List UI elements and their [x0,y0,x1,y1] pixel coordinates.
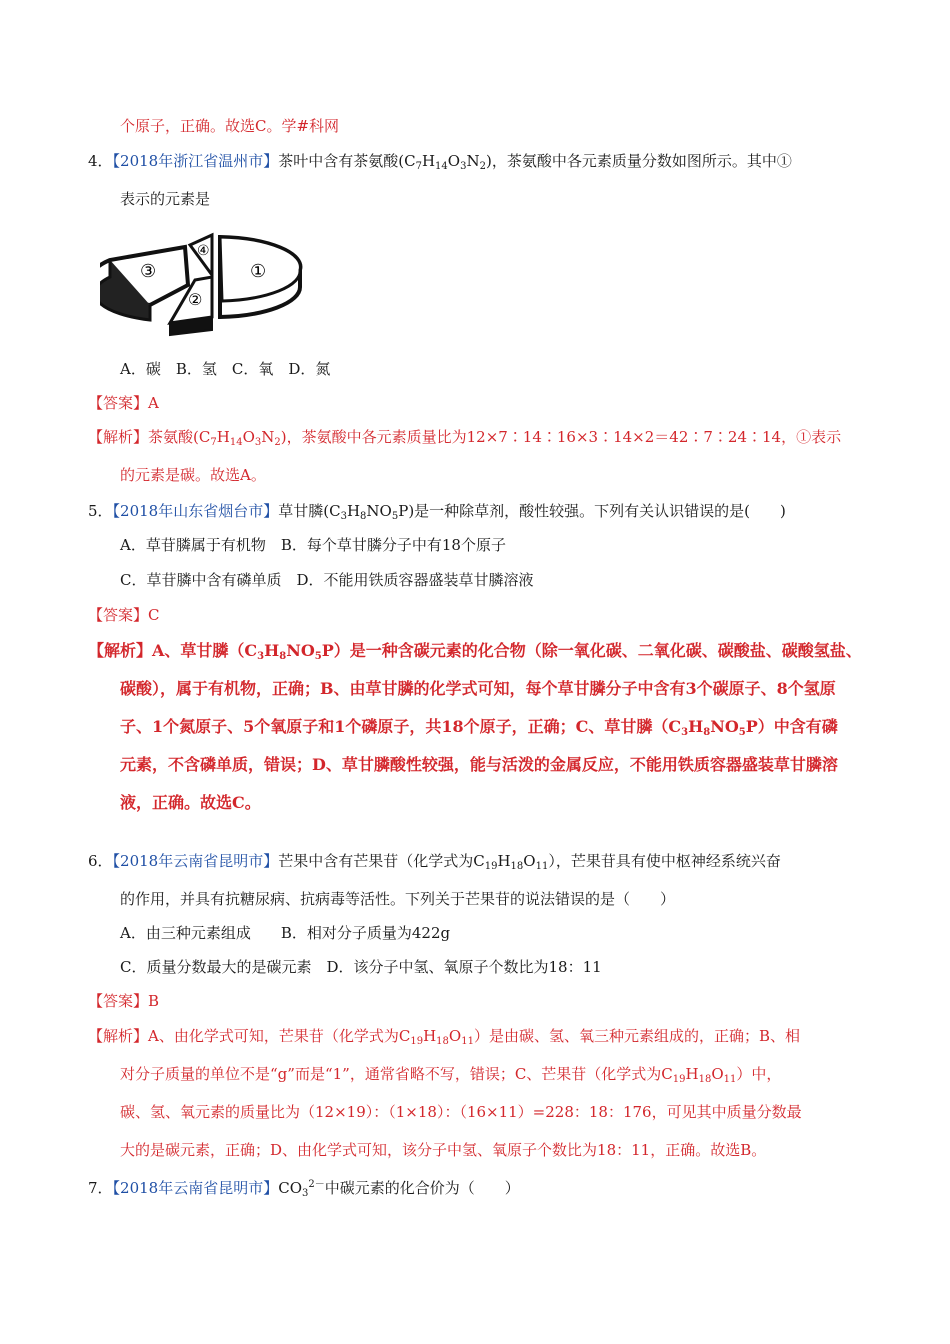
stem-text: H [346,502,361,520]
previous-explanation-tail: 个原子，正确。故选C。学#科网 [120,117,340,135]
source-tag: 【2018年山东省烟台市】 [112,502,279,520]
question-5-explanation-line2: 碳酸），属于有机物，正确；B、由草甘膦的化学式可知，每个草甘膦分子中含有3个碳原子、8个氢原 [120,679,836,698]
answer-label: 【答案】 [88,992,149,1010]
question-5-answer [88,604,160,626]
question-4-stem-line2: 表示的元素是 [120,190,211,208]
pie-label-4: ④ [197,243,210,259]
subscript: 19 [410,1036,424,1047]
stem-text: 芒果中含有芒果苷（化学式为C [278,852,485,870]
subscript: 5 [314,651,322,662]
pie-label-2: ② [188,290,203,309]
answer-label: 【答案】 [88,394,149,412]
explanation-text: H [423,1027,437,1045]
pie-label-3: ③ [140,261,157,282]
stem-text: H [421,152,436,170]
stem-text: CO [278,1179,303,1197]
subscript: 11 [723,1074,737,1085]
subscript: 19 [672,1074,686,1085]
question-5-stem [88,500,786,528]
explanation-text: H [264,641,280,660]
source-tag: 【2018年云南省昆明市】 [112,852,279,870]
stem-text: ），芒果苷具有使中枢神经系统兴奋 [548,852,781,870]
explanation-text: ）是由碳、氢、氧三种元素组成的，正确；B、相 [473,1027,800,1045]
stem-text: H [497,852,511,870]
explanation-text: O [711,1065,724,1083]
question-number: 4． [88,152,113,170]
question-4-explanation [88,426,841,454]
explanation-text: ）中， [736,1065,782,1083]
subscript: 3 [460,161,467,172]
stem-text: )，茶氨酸中各元素质量分数如图所示。其中① [485,152,792,170]
stem-text: NO [366,502,392,520]
explanation-text: NO [710,717,739,736]
subscript: 2 [479,161,486,172]
source-tag: 【2018年云南省昆明市】 [112,1179,279,1197]
question-6-explanation-line2 [120,1063,781,1091]
subscript: 11 [461,1036,474,1047]
question-number: 5． [88,502,113,520]
answer-value: B [148,992,160,1010]
subscript: 2 [274,437,281,448]
answer-label: 【答案】 [88,606,149,624]
question-4-answer [88,392,159,414]
subscript: 3 [254,437,262,448]
explanation-text: P）是一种含碳元素的化合物（除一氧化碳、二氧化碳、碳酸盐、碳酸氢盐、 [321,641,862,660]
question-7-stem [88,1174,520,1205]
stem-text: N [466,152,480,170]
subscript: 7 [210,437,217,448]
question-6-explanation-line4: 大的是碳元素，正确；D、由化学式可知，该分子中氢、氧原子个数比为18：11，正确。故选B。 [120,1141,767,1159]
question-6-options-cd: C．质量分数最大的是碳元素 D．该分子中氢、氧原子个数比为18：11 [120,958,602,976]
question-5-explanation-line4: 元素，不含磷单质，错误；D、草甘膦酸性较强，能与活泼的金属反应，不能用铁质容器盛装草甘膦溶 [120,755,838,774]
explanation-text: O [242,428,255,446]
subscript: 7 [415,161,422,172]
explanation-text: 茶氨酸(C [148,428,211,446]
question-4-options: A．碳 B．氢 C．氧 D．氮 [120,360,331,378]
question-number: 6． [88,852,113,870]
explanation-text: H [685,1065,699,1083]
subscript: 19 [484,861,498,872]
subscript: 3 [302,1188,309,1199]
explanation-text: A、草甘膦（C [152,641,258,660]
subscript: 14 [435,161,448,172]
question-5-options-cd: C．草苷膦中含有磷单质 D．不能用铁质容器盛装草甘膦溶液 [120,571,534,589]
explanation-text: N [261,428,275,446]
subscript: 18 [436,1036,449,1047]
question-4-explanation-line2: 的元素是碳。故选A。 [120,466,266,484]
stem-text: 草甘膦(C [278,502,341,520]
question-4-stem [88,150,792,178]
subscript: 8 [279,651,287,662]
question-5-explanation-line5: 液，正确。故选C。 [120,793,261,812]
question-5-explanation-line3 [120,716,838,744]
explanation-text: NO [286,641,315,660]
question-number: 7． [88,1179,113,1197]
explanation-text: P）中含有磷 [745,717,838,736]
pie-chart-figure [100,225,305,340]
question-5-options-ab: A．草苷膦属于有机物 B．每个草甘膦分子中有18个原子 [120,536,506,554]
question-6-stem-line2: 的作用，并具有抗糖尿病、抗病毒等活性。下列关于芒果苷的说法错误的是（ ） [120,890,676,908]
question-6-stem [88,850,781,878]
explanation-text: A、由化学式可知，芒果苷（化学式为C [148,1027,411,1045]
explanation-text: 对分子质量的单位不是“g”而是“1”，通常省略不写，错误；C、芒果苷（化学式为C [120,1065,673,1083]
stem-text: O [447,152,461,170]
explanation-label: 【解析】 [88,641,153,660]
subscript: 3 [340,511,347,522]
stem-text: O [523,852,536,870]
question-6-answer [88,990,159,1012]
explanation-text: H [216,428,230,446]
subscript: 18 [510,861,524,872]
explanation-text: 子、1个氮原子、5个氧原子和1个磷原子，共18个原子，正确；C、草甘膦（C [120,717,682,736]
stem-text: 中碳元素的化合价为（ ） [324,1179,520,1197]
superscript: 2－ [308,1179,325,1190]
question-6-explanation-line1 [88,1025,800,1053]
subscript: 5 [391,511,399,522]
question-6-options-ab: A．由三种元素组成 B．相对分子质量为422g [120,924,451,942]
subscript: 18 [698,1074,712,1085]
stem-text: 茶叶中含有茶氨酸(C [278,152,416,170]
answer-value: A [148,394,159,412]
explanation-text: O [448,1027,462,1045]
subscript: 8 [703,727,711,738]
stem-text: P)是一种除草剂，酸性较强。下列有关认识错误的是( ) [398,502,786,520]
explanation-text: )，茶氨酸中各元素质量比为12×7∶14∶16×3∶14×2＝42∶7∶24∶14，①表示 [280,428,842,446]
subscript: 8 [360,511,367,522]
explanation-label: 【解析】 [88,1027,149,1045]
subscript: 5 [738,727,746,738]
question-6-explanation-line3: 碳、氢、氧元素的质量比为（12×19）：（1×18）：（16×11）=228：18：176，可见其中质量分数最 [120,1103,802,1121]
subscript: 11 [535,861,549,872]
subscript: 14 [229,437,243,448]
explanation-text: H [688,717,704,736]
subscript: 3 [257,651,265,662]
answer-value: C [148,606,160,624]
pie-label-1: ① [250,261,267,282]
explanation-label: 【解析】 [88,428,149,446]
source-tag: 【2018年浙江省温州市】 [112,152,279,170]
subscript: 3 [681,727,689,738]
question-5-explanation-line1 [88,640,862,668]
